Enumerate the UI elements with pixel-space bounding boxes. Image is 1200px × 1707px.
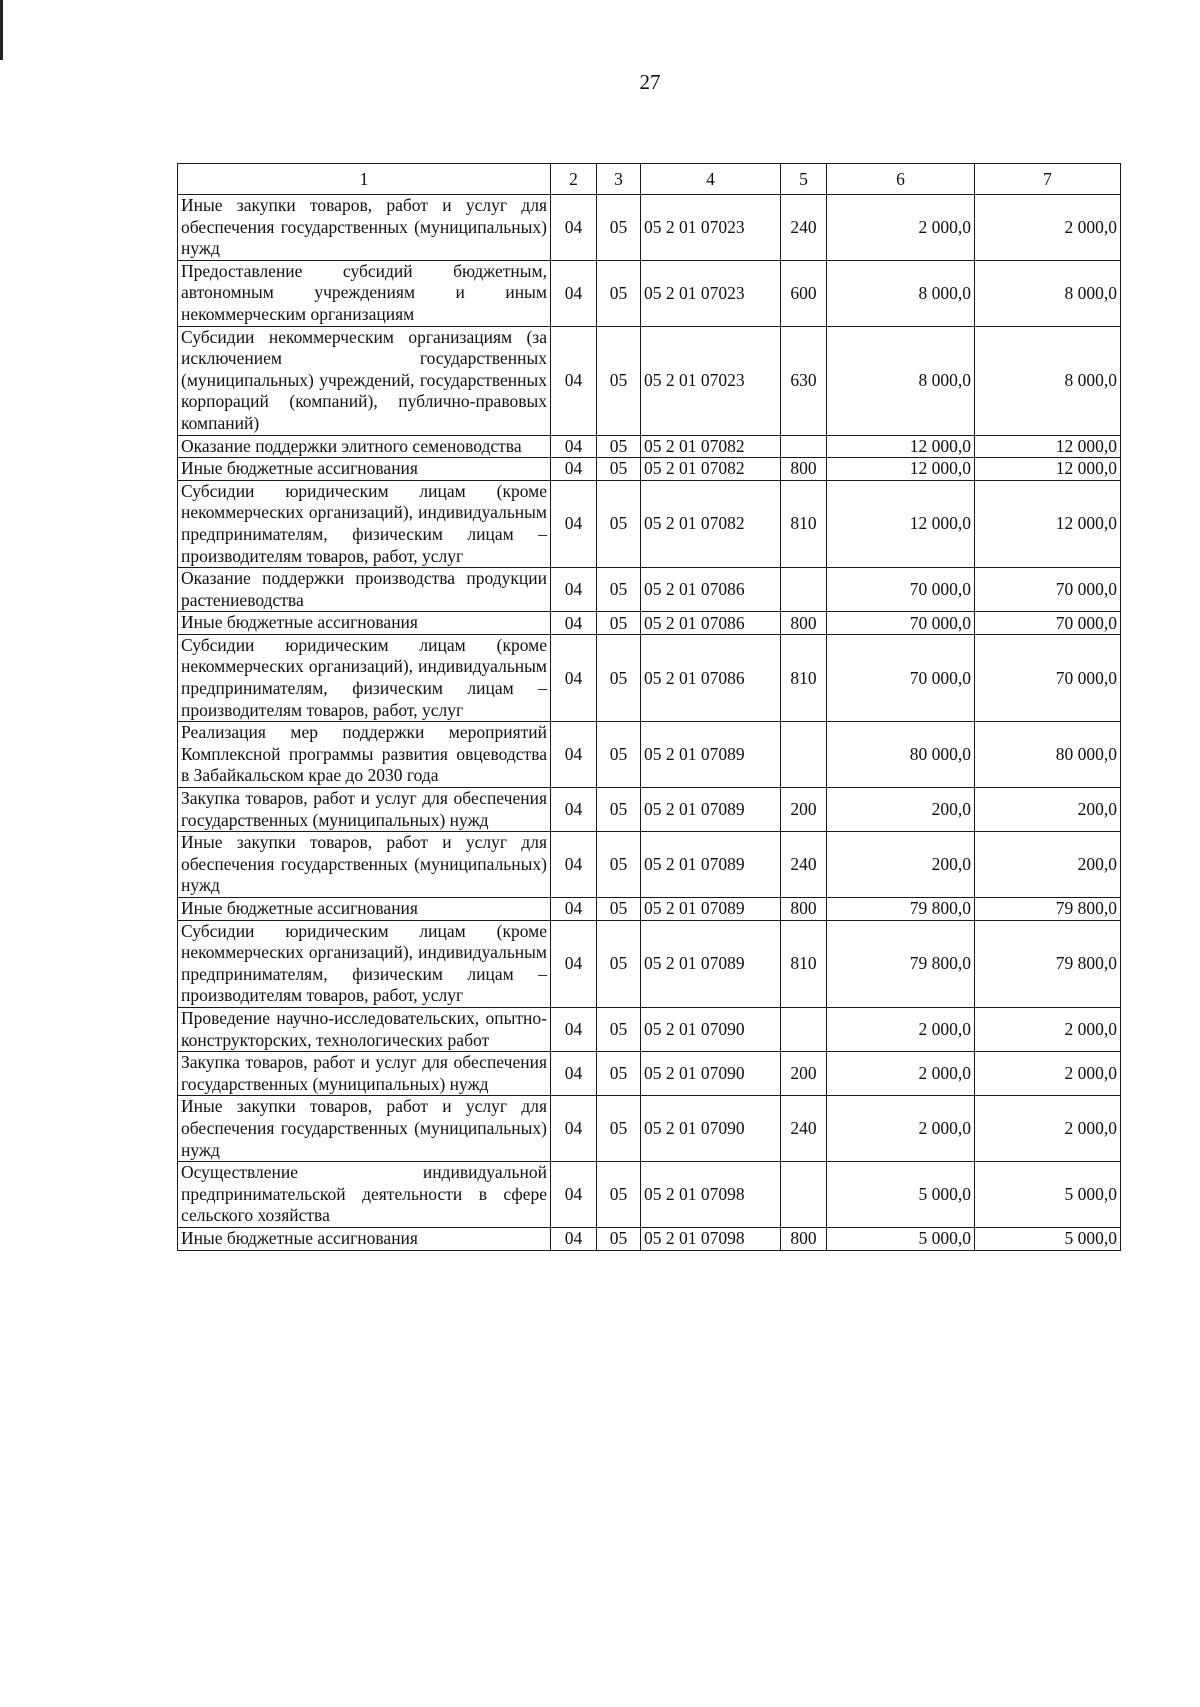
subsection-code-cell: 05 — [597, 634, 641, 721]
target-article-cell: 05 2 01 07023 — [641, 326, 781, 435]
row-name-cell: Субсидии юридическим лицам (кроме некоммерческих организаций), индивидуальным предпринимателям, физическим лицам – производителям товаров, работ, услуг — [178, 634, 551, 721]
amount-col6-cell: 2 000,0 — [827, 1007, 975, 1051]
target-article-cell: 05 2 01 07082 — [641, 480, 781, 567]
expense-type-cell — [781, 568, 827, 612]
section-code-cell: 04 — [551, 832, 597, 898]
subsection-code-cell: 05 — [597, 1096, 641, 1162]
target-article-cell: 05 2 01 07090 — [641, 1007, 781, 1051]
expense-type-cell: 810 — [781, 920, 827, 1007]
amount-col7-cell: 70 000,0 — [975, 634, 1121, 721]
subsection-code-cell: 05 — [597, 1162, 641, 1228]
expense-type-cell — [781, 1007, 827, 1051]
table-row — [178, 612, 1121, 635]
expense-type-cell: 800 — [781, 458, 827, 481]
subsection-code-cell: 05 — [597, 612, 641, 635]
subsection-code-cell: 05 — [597, 788, 641, 832]
row-name-cell: Иные бюджетные ассигнования — [178, 458, 551, 481]
amount-col6-cell: 5 000,0 — [827, 1227, 975, 1250]
table-row — [178, 195, 1121, 261]
column-header-2: 2 — [551, 164, 597, 195]
expense-type-cell: 800 — [781, 898, 827, 921]
amount-col7-cell: 2 000,0 — [975, 1096, 1121, 1162]
table-header-row — [178, 164, 1121, 195]
column-header-4: 4 — [641, 164, 781, 195]
expense-type-cell: 240 — [781, 1096, 827, 1162]
amount-col6-cell: 2 000,0 — [827, 1052, 975, 1096]
expense-type-cell: 630 — [781, 326, 827, 435]
row-name-cell: Иные бюджетные ассигнования — [178, 898, 551, 921]
section-code-cell: 04 — [551, 634, 597, 721]
expense-type-cell: 600 — [781, 260, 827, 326]
row-name-cell: Закупка товаров, работ и услуг для обеспечения государственных (муниципальных) нужд — [178, 788, 551, 832]
amount-col7-cell: 70 000,0 — [975, 568, 1121, 612]
table-row — [178, 1096, 1121, 1162]
amount-col6-cell: 79 800,0 — [827, 920, 975, 1007]
target-article-cell: 05 2 01 07023 — [641, 195, 781, 261]
target-article-cell: 05 2 01 07089 — [641, 920, 781, 1007]
row-name-cell: Иные закупки товаров, работ и услуг для обеспечения государственных (муниципальных) нужд — [178, 195, 551, 261]
expense-type-cell: 810 — [781, 480, 827, 567]
amount-col6-cell: 5 000,0 — [827, 1162, 975, 1228]
subsection-code-cell: 05 — [597, 435, 641, 458]
table-row — [178, 260, 1121, 326]
amount-col6-cell: 70 000,0 — [827, 634, 975, 721]
amount-col7-cell: 80 000,0 — [975, 722, 1121, 788]
target-article-cell: 05 2 01 07089 — [641, 722, 781, 788]
section-code-cell: 04 — [551, 1052, 597, 1096]
expense-type-cell — [781, 1162, 827, 1228]
expense-type-cell: 200 — [781, 1052, 827, 1096]
row-name-cell: Иные бюджетные ассигнования — [178, 1227, 551, 1250]
table-body — [178, 164, 1121, 1251]
target-article-cell: 05 2 01 07086 — [641, 634, 781, 721]
section-code-cell: 04 — [551, 480, 597, 567]
amount-col6-cell: 12 000,0 — [827, 435, 975, 458]
subsection-code-cell: 05 — [597, 480, 641, 567]
section-code-cell: 04 — [551, 326, 597, 435]
row-name-cell: Осуществление индивидуальной предпринимательской деятельности в сфере сельского хозяйства — [178, 1162, 551, 1228]
section-code-cell: 04 — [551, 722, 597, 788]
expense-type-cell: 240 — [781, 195, 827, 261]
amount-col7-cell: 12 000,0 — [975, 458, 1121, 481]
subsection-code-cell: 05 — [597, 722, 641, 788]
row-name-cell: Иные закупки товаров, работ и услуг для обеспечения государственных (муниципальных) нужд — [178, 832, 551, 898]
table-row — [178, 1227, 1121, 1250]
table-row — [178, 1052, 1121, 1096]
table-row — [178, 920, 1121, 1007]
table-row — [178, 480, 1121, 567]
subsection-code-cell: 05 — [597, 195, 641, 261]
amount-col7-cell: 5 000,0 — [975, 1227, 1121, 1250]
table-row — [178, 832, 1121, 898]
row-name-cell: Предоставление субсидий бюджетным, автономным учреждениям и иным некоммерческим организациям — [178, 260, 551, 326]
amount-col6-cell: 2 000,0 — [827, 195, 975, 261]
target-article-cell: 05 2 01 07089 — [641, 788, 781, 832]
row-name-cell: Иные бюджетные ассигнования — [178, 612, 551, 635]
subsection-code-cell: 05 — [597, 920, 641, 1007]
amount-col7-cell: 8 000,0 — [975, 260, 1121, 326]
amount-col6-cell: 70 000,0 — [827, 568, 975, 612]
subsection-code-cell: 05 — [597, 260, 641, 326]
section-code-cell: 04 — [551, 788, 597, 832]
target-article-cell: 05 2 01 07086 — [641, 568, 781, 612]
amount-col7-cell: 200,0 — [975, 832, 1121, 898]
target-article-cell: 05 2 01 07090 — [641, 1052, 781, 1096]
amount-col6-cell: 2 000,0 — [827, 1096, 975, 1162]
section-code-cell: 04 — [551, 898, 597, 921]
section-code-cell: 04 — [551, 435, 597, 458]
amount-col6-cell: 8 000,0 — [827, 326, 975, 435]
column-header-5: 5 — [781, 164, 827, 195]
amount-col7-cell: 5 000,0 — [975, 1162, 1121, 1228]
table-row — [178, 1007, 1121, 1051]
column-header-1: 1 — [178, 164, 551, 195]
section-code-cell: 04 — [551, 1096, 597, 1162]
section-code-cell: 04 — [551, 195, 597, 261]
amount-col6-cell: 79 800,0 — [827, 898, 975, 921]
table-row — [178, 788, 1121, 832]
table-row — [178, 722, 1121, 788]
subsection-code-cell: 05 — [597, 832, 641, 898]
amount-col6-cell: 12 000,0 — [827, 458, 975, 481]
section-code-cell: 04 — [551, 1162, 597, 1228]
table-row — [178, 435, 1121, 458]
section-code-cell: 04 — [551, 920, 597, 1007]
amount-col6-cell: 200,0 — [827, 832, 975, 898]
table-row — [178, 568, 1121, 612]
amount-col6-cell: 12 000,0 — [827, 480, 975, 567]
subsection-code-cell: 05 — [597, 458, 641, 481]
expense-type-cell: 200 — [781, 788, 827, 832]
section-code-cell: 04 — [551, 612, 597, 635]
subsection-code-cell: 05 — [597, 1052, 641, 1096]
amount-col7-cell: 12 000,0 — [975, 480, 1121, 567]
amount-col7-cell: 12 000,0 — [975, 435, 1121, 458]
amount-col7-cell: 79 800,0 — [975, 920, 1121, 1007]
target-article-cell: 05 2 01 07023 — [641, 260, 781, 326]
subsection-code-cell: 05 — [597, 568, 641, 612]
amount-col6-cell: 8 000,0 — [827, 260, 975, 326]
table-row — [178, 326, 1121, 435]
amount-col7-cell: 200,0 — [975, 788, 1121, 832]
row-name-cell: Реализация мер поддержки мероприятий Комплексной программы развития овцеводства в Забайкальском крае до 2030 года — [178, 722, 551, 788]
subsection-code-cell: 05 — [597, 898, 641, 921]
expense-type-cell: 810 — [781, 634, 827, 721]
row-name-cell: Оказание поддержки элитного семеноводства — [178, 435, 551, 458]
target-article-cell: 05 2 01 07090 — [641, 1096, 781, 1162]
amount-col7-cell: 70 000,0 — [975, 612, 1121, 635]
budget-table — [177, 163, 1121, 1251]
target-article-cell: 05 2 01 07082 — [641, 435, 781, 458]
target-article-cell: 05 2 01 07082 — [641, 458, 781, 481]
subsection-code-cell: 05 — [597, 326, 641, 435]
amount-col6-cell: 70 000,0 — [827, 612, 975, 635]
target-article-cell: 05 2 01 07098 — [641, 1162, 781, 1228]
section-code-cell: 04 — [551, 1007, 597, 1051]
target-article-cell: 05 2 01 07089 — [641, 832, 781, 898]
table-row — [178, 1162, 1121, 1228]
target-article-cell: 05 2 01 07098 — [641, 1227, 781, 1250]
row-name-cell: Субсидии юридическим лицам (кроме некоммерческих организаций), индивидуальным предпринимателям, физическим лицам – производителям товаров, работ, услуг — [178, 480, 551, 567]
table-row — [178, 634, 1121, 721]
table-row — [178, 898, 1121, 921]
page-number: 27 — [639, 70, 661, 94]
subsection-code-cell: 05 — [597, 1227, 641, 1250]
row-name-cell: Субсидии некоммерческим организациям (за исключением государственных (муниципальных) учреждений, государственных корпораций (компаний), публично-правовых компаний) — [178, 326, 551, 435]
amount-col7-cell: 2 000,0 — [975, 1052, 1121, 1096]
amount-col7-cell: 8 000,0 — [975, 326, 1121, 435]
table-row — [178, 458, 1121, 481]
section-code-cell: 04 — [551, 260, 597, 326]
target-article-cell: 05 2 01 07086 — [641, 612, 781, 635]
expense-type-cell: 240 — [781, 832, 827, 898]
column-header-7: 7 — [975, 164, 1121, 195]
row-name-cell: Субсидии юридическим лицам (кроме некоммерческих организаций), индивидуальным предпринимателям, физическим лицам – производителям товаров, работ, услуг — [178, 920, 551, 1007]
amount-col6-cell: 80 000,0 — [827, 722, 975, 788]
scan-edge-mark — [0, 0, 3, 60]
column-header-6: 6 — [827, 164, 975, 195]
amount-col7-cell: 2 000,0 — [975, 195, 1121, 261]
section-code-cell: 04 — [551, 568, 597, 612]
row-name-cell: Иные закупки товаров, работ и услуг для обеспечения государственных (муниципальных) нужд — [178, 1096, 551, 1162]
row-name-cell: Оказание поддержки производства продукции растениеводства — [178, 568, 551, 612]
target-article-cell: 05 2 01 07089 — [641, 898, 781, 921]
row-name-cell: Закупка товаров, работ и услуг для обеспечения государственных (муниципальных) нужд — [178, 1052, 551, 1096]
amount-col7-cell: 79 800,0 — [975, 898, 1121, 921]
column-header-3: 3 — [597, 164, 641, 195]
expense-type-cell: 800 — [781, 612, 827, 635]
row-name-cell: Проведение научно-исследовательских, опытно-конструкторских, технологических работ — [178, 1007, 551, 1051]
amount-col7-cell: 2 000,0 — [975, 1007, 1121, 1051]
expense-type-cell — [781, 435, 827, 458]
section-code-cell: 04 — [551, 1227, 597, 1250]
section-code-cell: 04 — [551, 458, 597, 481]
subsection-code-cell: 05 — [597, 1007, 641, 1051]
expense-type-cell — [781, 722, 827, 788]
expense-type-cell: 800 — [781, 1227, 827, 1250]
amount-col6-cell: 200,0 — [827, 788, 975, 832]
